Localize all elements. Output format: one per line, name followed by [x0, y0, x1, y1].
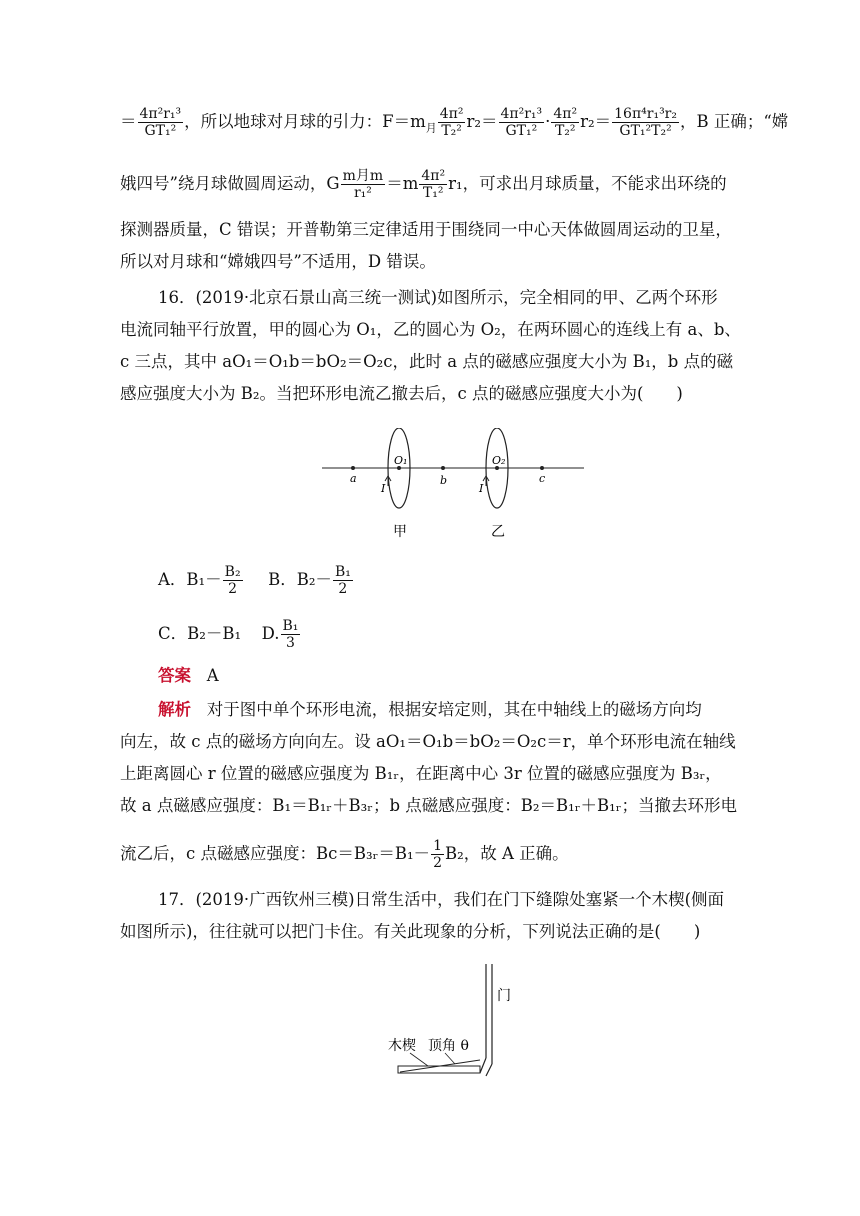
label-o1: O₁	[394, 454, 408, 467]
fraction: $\frac{\text{4π²}}{\text{T₁²}}$	[421, 168, 446, 201]
text: ，所以地球对月球的引力：F＝m	[184, 112, 426, 131]
ring-current-figure	[320, 428, 590, 546]
option-c-d: C．B₂－B₁ D. $\frac{\text{B₁}}{3}$	[158, 618, 299, 651]
fraction: $\frac{\text{4π²}}{\text{T₂²}}$	[553, 106, 578, 139]
point-a	[351, 466, 355, 470]
label-i1: I	[381, 482, 386, 495]
analysis-line-2: 向左，故 c 点的磁场方向向左。设 aO₁＝O₁b＝bO₂＝O₂c＝r，单个环形电流在轴线	[120, 732, 736, 751]
text: ＝	[120, 112, 137, 131]
fraction: $\frac{\text{4π²r₁³}}{\text{GT₁²}}$	[139, 106, 182, 139]
label-yi: 乙	[491, 524, 505, 540]
label-jia: 甲	[393, 524, 407, 540]
label-b: b	[440, 474, 448, 487]
prev-line-2: 娥四号”绕月球做圆周运动，G $\frac{\text{m月m}}{\text{r₁²}}$ ＝m $\frac{\text{4π²}}{\text{T₁²}}$ r₁，可求出月球质量，不能求出环绕的	[120, 168, 727, 201]
text: r₂＝	[466, 112, 498, 131]
point-b	[441, 466, 445, 470]
option-d: D.	[261, 624, 280, 643]
fraction: $\frac{\text{m月m}}{\text{r₁²}}$	[342, 168, 384, 201]
option-c: C．B₂－B₁	[158, 624, 242, 643]
option-a: A．B₁－	[158, 570, 222, 589]
q16-line-2: 电流同轴平行放置，甲的圆心为 O₁，乙的圆心为 O₂，在两环圆心的连线上有 a、b、	[120, 320, 741, 339]
answer-line	[158, 664, 740, 688]
prev-line-3: 探测器质量，C 错误；开普勒第三定律适用于围绕同一中心天体做圆周运动的卫星，	[120, 220, 732, 239]
point-c	[540, 466, 544, 470]
label-door: 门	[497, 988, 511, 1004]
label-wedge: 木楔	[388, 1038, 416, 1054]
q16-line-3: c 三点，其中 aO₁＝O₁b＝bO₂＝O₂c，此时 a 点的磁感应强度大小为 B₁，b 点的磁	[120, 352, 734, 371]
analysis-line-4: 故 a 点磁感应强度：B₁＝B₁ᵣ＋B₃ᵣ；b 点磁感应强度：B₂＝B₁ᵣ＋B₁ᵣ；当撤去环形电	[120, 796, 737, 815]
prev-line-4: 所以对月球和“嫦娥四号”不适用，D 错误。	[120, 252, 436, 271]
analysis-line-3: 上距离圆心 r 位置的磁感应强度为 B₁ᵣ，在距离中心 3r 位置的磁感应强度为 B₃ᵣ，	[120, 764, 722, 783]
option-b: B．B₂－	[268, 570, 332, 589]
label-i2: I	[479, 482, 484, 495]
q16-line-1: 16．(2019·北京石景山高三统一测试)如图所示，完全相同的甲、乙两个环形	[158, 288, 718, 307]
door-wedge-figure	[380, 958, 530, 1088]
q17-line-1: 17．(2019·广西钦州三模)日常生活中，我们在门下缝隙处塞紧一个木楔(侧面	[158, 890, 725, 909]
label-c: c	[539, 472, 546, 485]
analysis-line-5: 流乙后，c 点磁感应强度：Bc＝B₃ᵣ＝B₁－ $\frac{1}{2}$ B₂，故 A 正确。	[120, 838, 569, 871]
q16-line-4: 感应强度大小为 B₂。当把环形电流乙撤去后，c 点的磁感应强度大小为( )	[120, 384, 683, 403]
answer-label: 答案	[158, 666, 191, 685]
fraction: $\frac{\text{4π²r₁³}}{\text{GT₁²}}$	[500, 106, 543, 139]
label-o2: O₂	[492, 454, 506, 467]
option-a-b: A．B₁－ $\frac{\text{B₂}}{2}$ B．B₂－ $\frac{\text{B₁}}{2}$	[158, 564, 351, 597]
answer-value: A	[206, 666, 219, 685]
label-a: a	[350, 472, 357, 485]
prev-line-1: ＝ $\frac{\text{4π²r₁³}}{\text{GT₁²}}$ ，所以地球对月球的引力：$F=m_月$ $\frac{\text{4π²}}{\text{T₂²}}$ r₂＝ $\frac{\text{4π²r₁³}}{\text{GT₁²}}$ · $\frac{\text{4π²}}{\text{T₂²}}$ r₂＝ $\frac{\text{16π⁴r₁³r₂}}{\text{GT₁²T₂²}}$ ，B 正确；“嫦	[120, 106, 789, 139]
q17-line-2: 如图所示)，往往就可以把门卡住。有关此现象的分析，下列说法正确的是( )	[120, 922, 701, 941]
fraction: $\frac{\text{4π²}}{\text{T₂²}}$	[439, 106, 464, 139]
fraction: $\frac{\text{16π⁴r₁³r₂}}{\text{GT₁²T₂²}}$	[614, 106, 677, 139]
analysis-line-1: 解析 对于图中单个环形电流，根据安培定则，其在中轴线上的磁场方向均	[158, 700, 702, 719]
label-angle: 顶角 θ	[428, 1038, 469, 1054]
analysis-label: 解析	[158, 700, 191, 719]
floor-slot	[398, 1066, 480, 1073]
